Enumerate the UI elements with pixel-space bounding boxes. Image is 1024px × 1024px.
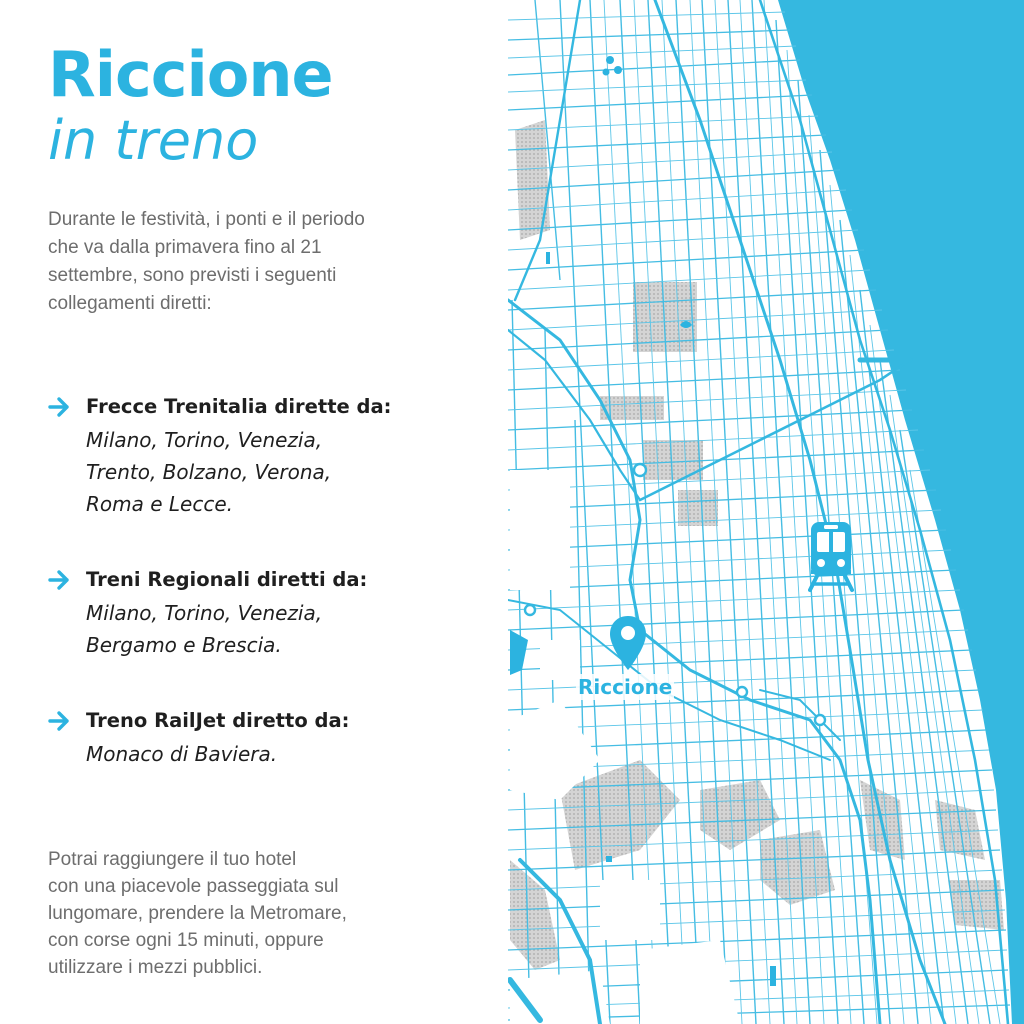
map-graphic bbox=[508, 0, 1024, 1024]
intro-line: collegamenti diretti: bbox=[48, 293, 212, 314]
route-title: Treno RailJet diretto da: bbox=[86, 709, 350, 732]
city-line: Bergamo e Brescia. bbox=[86, 633, 282, 657]
outro-line: utilizzare i mezzi pubblici. bbox=[48, 957, 263, 978]
city-map bbox=[508, 0, 1024, 1024]
intro-line: settembre, sono previsti i seguenti bbox=[48, 265, 337, 286]
route-railjet bbox=[48, 706, 488, 770]
arrow-right-icon bbox=[48, 569, 72, 591]
route-cities bbox=[86, 424, 488, 520]
page-title: Riccione bbox=[48, 38, 333, 111]
route-cities bbox=[86, 738, 488, 770]
arrow-right-icon bbox=[48, 710, 72, 732]
page-subtitle: in treno bbox=[48, 109, 259, 172]
route-header bbox=[48, 706, 488, 736]
intro-line: che va dalla primavera fino al 21 bbox=[48, 237, 322, 258]
outro-line: lungomare, prendere la Metromare, bbox=[48, 903, 347, 924]
intro-line: Durante le festività, i ponti e il periodo bbox=[48, 209, 365, 230]
route-title: Frecce Trenitalia dirette da: bbox=[86, 395, 392, 418]
route-header bbox=[48, 565, 488, 595]
outro-line: con una piacevole passeggiata sul bbox=[48, 876, 339, 897]
city-line: Milano, Torino, Venezia, bbox=[86, 428, 323, 452]
map-pin-icon bbox=[608, 614, 648, 672]
outro-line: Potrai raggiungere il tuo hotel bbox=[48, 849, 297, 870]
outro-text bbox=[48, 846, 478, 981]
train-icon bbox=[808, 520, 854, 594]
city-line: Trento, Bolzano, Verona, bbox=[86, 460, 332, 484]
route-cities bbox=[86, 597, 488, 661]
city-line: Milano, Torino, Venezia, bbox=[86, 601, 323, 625]
arrow-right-icon bbox=[48, 396, 72, 418]
route-frecce bbox=[48, 392, 488, 520]
city-line: Monaco di Baviera. bbox=[86, 742, 278, 766]
outro-line: con corse ogni 15 minuti, oppure bbox=[48, 930, 324, 951]
route-title: Treni Regionali diretti da: bbox=[86, 568, 368, 591]
info-panel bbox=[0, 0, 508, 1024]
city-line: Roma e Lecce. bbox=[86, 492, 233, 516]
route-header bbox=[48, 392, 488, 422]
map-location-label: Riccione bbox=[578, 675, 673, 699]
route-regionali bbox=[48, 565, 488, 661]
intro-text bbox=[48, 206, 478, 318]
